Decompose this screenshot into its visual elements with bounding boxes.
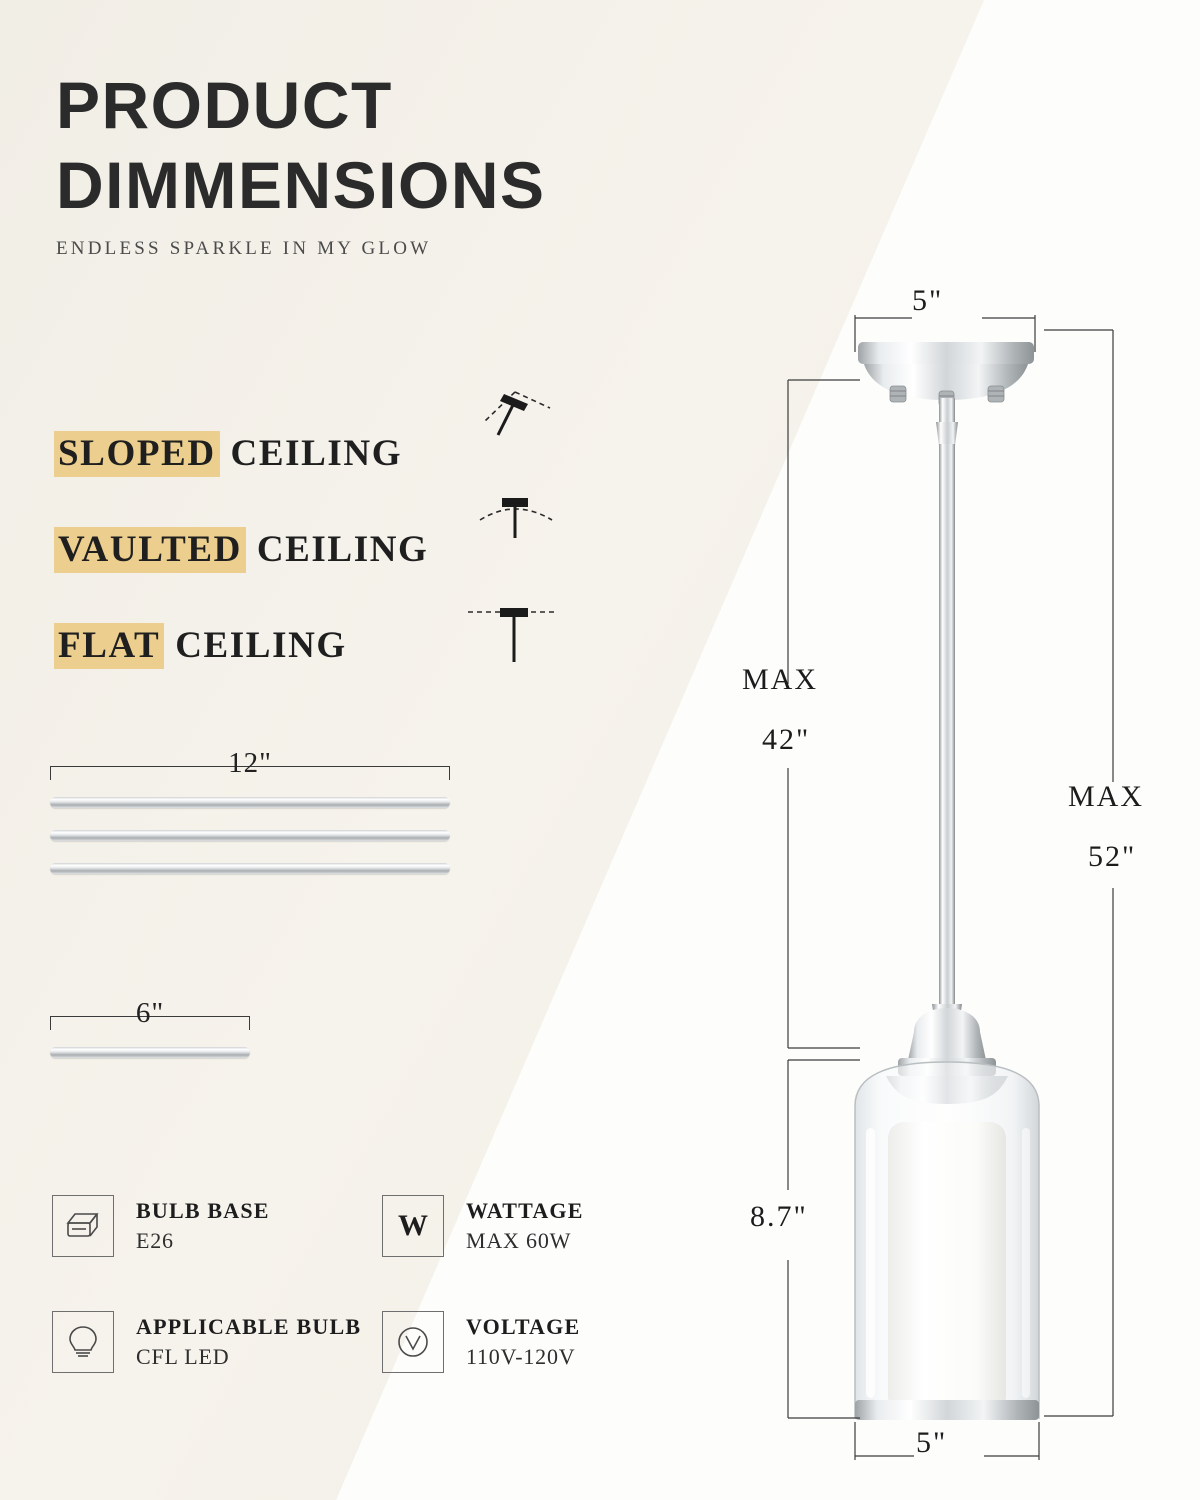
lamp-diagram xyxy=(700,260,1200,1490)
voltage-icon xyxy=(392,1321,434,1363)
spec-value: E26 xyxy=(136,1228,174,1253)
ceiling-option-highlight: FLAT xyxy=(54,623,164,669)
spec-title: VOLTAGE xyxy=(466,1314,581,1339)
vaulted-ceiling-icon xyxy=(480,498,552,538)
canopy-width-label: 5" xyxy=(912,284,944,317)
max-52-label-word: MAX xyxy=(1068,780,1145,813)
spec-title: APPLICABLE BULB xyxy=(136,1314,362,1339)
spec-bulb-base xyxy=(52,1195,382,1257)
spec-icon-box xyxy=(382,1195,444,1257)
rod-bar xyxy=(50,830,450,841)
rod-bar xyxy=(50,863,450,874)
down-rod xyxy=(932,398,962,1032)
inner-shade xyxy=(888,1122,1006,1412)
ceiling-option-label xyxy=(54,432,402,475)
ceiling-option-rest: CEILING xyxy=(230,432,403,474)
wattage-icon: W xyxy=(398,1209,428,1242)
shade-height-dimension xyxy=(788,1060,860,1418)
spec-value: MAX 60W xyxy=(466,1228,572,1253)
glass-shade xyxy=(855,1062,1039,1420)
ceiling-type-list xyxy=(54,405,428,693)
canopy xyxy=(858,342,1034,406)
applicable-bulb-icon xyxy=(66,1322,100,1362)
rod-bar xyxy=(50,1047,250,1058)
spec-icon-box xyxy=(52,1195,114,1257)
shade-bottom-ring xyxy=(855,1400,1039,1420)
spec-title: WATTAGE xyxy=(466,1198,584,1223)
rod-6in-label: 6" xyxy=(135,997,165,1029)
subtitle: ENDLESS SPARKLE IN MY GLOW xyxy=(56,238,432,259)
spec-title: BULB BASE xyxy=(136,1198,270,1223)
ceiling-option-highlight: VAULTED xyxy=(54,527,246,573)
title-line-1: PRODUCT xyxy=(56,68,393,142)
rod-12in-label: 12" xyxy=(228,747,272,779)
bulb-base-icon xyxy=(63,1209,103,1243)
ceiling-option-highlight: SLOPED xyxy=(54,431,220,477)
spec-icon-box xyxy=(382,1311,444,1373)
ceiling-mount-icons xyxy=(420,380,610,690)
rod-set-6in xyxy=(50,997,250,1058)
spec-value: CFL LED xyxy=(136,1344,230,1369)
ceiling-option-label xyxy=(54,624,347,667)
page-title xyxy=(56,68,546,260)
max-42-label-word: MAX xyxy=(742,663,819,696)
title-line-2: DIMMENSIONS xyxy=(56,148,546,222)
ceiling-option-rest: CEILING xyxy=(175,624,347,666)
rod-bar xyxy=(50,797,450,808)
ceiling-option-rest: CEILING xyxy=(256,528,429,570)
max-42-label-value: 42" xyxy=(762,723,811,756)
max-42-dimension xyxy=(788,380,860,1048)
pendant-light-illustration xyxy=(700,260,1200,1490)
spec-icon-box xyxy=(52,1311,114,1373)
ceiling-option-label xyxy=(54,528,428,571)
spec-value: 110V-120V xyxy=(466,1344,576,1369)
rod-set-12in xyxy=(50,747,450,874)
shade-width-label: 5" xyxy=(916,1426,948,1459)
ceiling-option-sloped xyxy=(54,405,428,501)
spec-applicable-bulb xyxy=(52,1311,382,1373)
rod-12in-dimension xyxy=(50,747,450,779)
sloped-ceiling-icon xyxy=(484,392,550,435)
flat-ceiling-icon xyxy=(468,608,558,662)
spec-wattage xyxy=(382,1195,712,1257)
max-52-label-value: 52" xyxy=(1088,840,1137,873)
shade-height-label: 8.7" xyxy=(750,1200,808,1233)
rod-6in-dimension xyxy=(50,997,250,1029)
spec-grid xyxy=(52,1195,712,1427)
ceiling-option-vaulted xyxy=(54,501,428,597)
spec-voltage xyxy=(382,1311,712,1373)
ceiling-option-flat xyxy=(54,597,428,693)
